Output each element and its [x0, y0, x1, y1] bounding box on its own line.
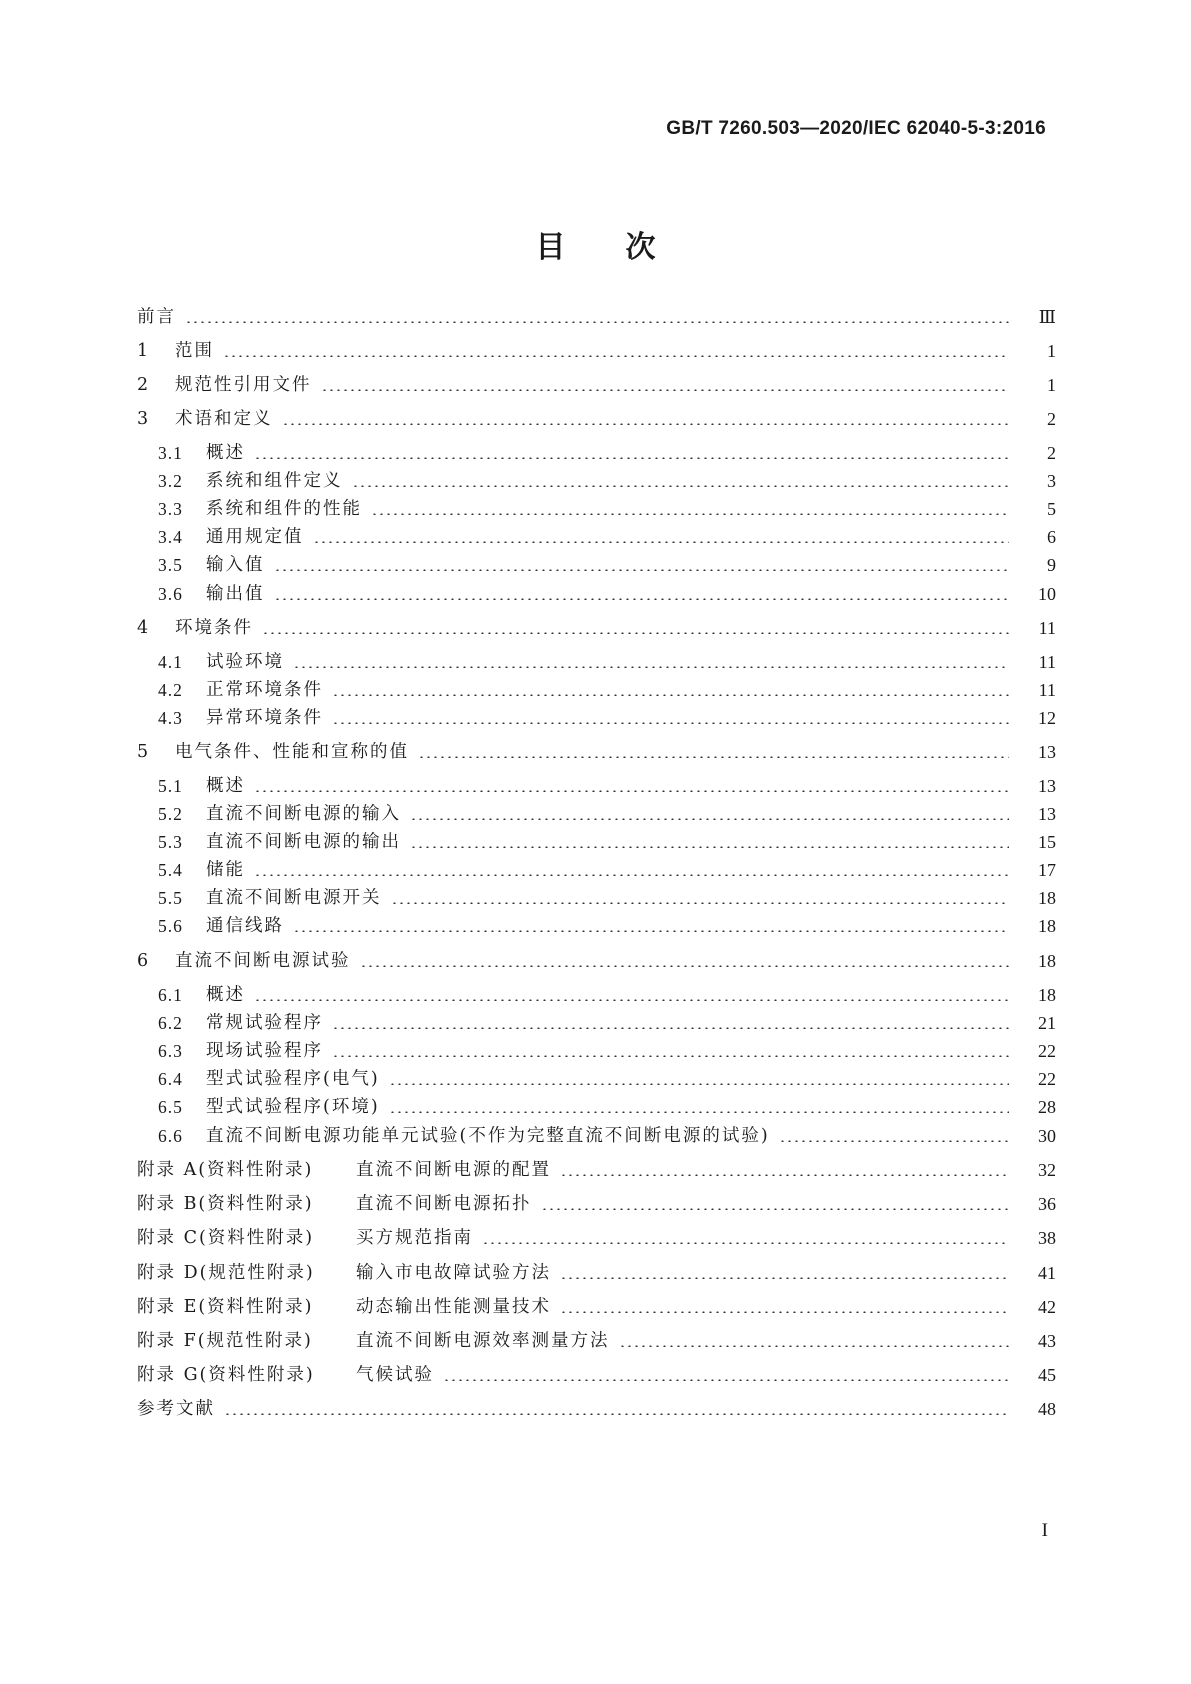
dot-leader — [293, 930, 1009, 932]
dot-leader — [560, 1277, 1009, 1279]
dot-leader — [262, 632, 1009, 634]
toc-entry[interactable] — [0, 856, 1191, 884]
toc-entry-page: 12 — [1038, 708, 1056, 728]
toc-entry-page: Ⅲ — [1038, 307, 1056, 327]
toc-entry[interactable] — [0, 1293, 1191, 1321]
toc-entry-number: 5.5 — [158, 888, 183, 908]
toc-entry-number: 6.6 — [158, 1126, 183, 1146]
toc-entry-number: 5.1 — [158, 776, 183, 796]
dot-leader — [223, 355, 1009, 357]
toc-entry-label: 异常环境条件 — [206, 708, 323, 728]
toc-entry-label: 储能 — [206, 860, 245, 880]
toc-entry-annex: 附录 G(资料性附录) — [137, 1365, 315, 1385]
toc-entry[interactable] — [0, 1361, 1191, 1389]
toc-entry[interactable] — [0, 1395, 1191, 1423]
toc-entry-label: 系统和组件的性能 — [206, 499, 362, 519]
toc-entry[interactable] — [0, 912, 1191, 940]
toc-entry-number: 6.4 — [158, 1069, 183, 1089]
toc-entry-label: 正常环境条件 — [206, 680, 323, 700]
toc-entry-page: 18 — [1038, 951, 1056, 971]
toc-entry-label: 买方规范指南 — [356, 1228, 473, 1248]
toc-entry-page: 18 — [1038, 888, 1056, 908]
dot-leader — [332, 1027, 1009, 1029]
toc-entry-number: 6 — [137, 951, 151, 971]
dot-leader — [443, 1379, 1009, 1381]
dot-leader — [619, 1345, 1010, 1347]
toc-entry[interactable] — [0, 947, 1191, 975]
toc-entry-page: 13 — [1038, 742, 1056, 762]
toc-entry[interactable] — [0, 1037, 1191, 1065]
toc-entry-label: 试验环境 — [206, 652, 284, 672]
toc-entry-page: 36 — [1038, 1194, 1056, 1214]
toc-entry[interactable] — [0, 1259, 1191, 1287]
toc-entry-annex: 附录 B(资料性附录) — [137, 1194, 314, 1214]
dot-leader — [254, 999, 1009, 1001]
dot-leader — [560, 1174, 1009, 1176]
toc-entry-label: 通信线路 — [206, 916, 284, 936]
toc-entry-page: 5 — [1047, 499, 1056, 519]
toc-entry-page: 21 — [1038, 1013, 1056, 1033]
toc-entry[interactable] — [0, 551, 1191, 579]
toc-entry[interactable] — [0, 405, 1191, 433]
toc-entry-annex: 附录 F(规范性附录) — [137, 1331, 313, 1351]
toc-entry-number: 6.1 — [158, 985, 183, 1005]
dot-leader — [185, 321, 1009, 323]
toc-entry-page: 11 — [1038, 652, 1056, 672]
toc-entry-label: 概述 — [206, 985, 245, 1005]
toc-entry-label: 常规试验程序 — [206, 1013, 323, 1033]
toc-entry-number: 6.3 — [158, 1041, 183, 1061]
toc-entry-number: 3.3 — [158, 499, 183, 519]
toc-entry[interactable] — [0, 1327, 1191, 1355]
toc-entry-number: 3.2 — [158, 471, 183, 491]
toc-entry-number: 6.5 — [158, 1097, 183, 1117]
toc-entry[interactable] — [0, 738, 1191, 766]
dot-leader — [410, 818, 1009, 820]
toc-entry-page: 9 — [1047, 555, 1056, 575]
toc-entry-page: 11 — [1038, 680, 1056, 700]
toc-entry-page: 18 — [1038, 985, 1056, 1005]
toc-entry-label: 规范性引用文件 — [175, 375, 312, 395]
toc-entry-label: 直流不间断电源开关 — [206, 888, 382, 908]
toc-entry-page: 1 — [1047, 341, 1056, 361]
dot-leader — [371, 513, 1009, 515]
toc-entry-annex: 附录 D(规范性附录) — [137, 1263, 315, 1283]
dot-leader — [389, 1083, 1009, 1085]
toc-entry-label: 直流不间断电源的配置 — [356, 1160, 551, 1180]
toc-entry-number: 1 — [137, 341, 151, 361]
dot-leader — [332, 694, 1009, 696]
toc-entry-label: 直流不间断电源的输入 — [206, 804, 401, 824]
toc-entry-number: 3.5 — [158, 555, 183, 575]
toc-entry[interactable] — [0, 1065, 1191, 1093]
toc-entry-page: 43 — [1038, 1331, 1056, 1351]
toc-entry-label: 气候试验 — [356, 1365, 434, 1385]
toc-entry[interactable] — [0, 580, 1191, 608]
toc-entry-label: 前言 — [137, 307, 176, 327]
toc-entry-page: 1 — [1047, 375, 1056, 395]
toc-entry-number: 3 — [137, 409, 151, 429]
toc-entry-number: 4.2 — [158, 680, 183, 700]
toc-entry-page: 2 — [1047, 443, 1056, 463]
toc-entry-label: 电气条件、性能和宣称的值 — [175, 742, 409, 762]
toc-entry-page: 15 — [1038, 832, 1056, 852]
dot-leader — [313, 541, 1010, 543]
toc-entry-page: 13 — [1038, 776, 1056, 796]
toc-entry[interactable] — [0, 648, 1191, 676]
toc-entry[interactable] — [0, 371, 1191, 399]
toc-entry-page: 30 — [1038, 1126, 1056, 1146]
toc-entry-number: 5.2 — [158, 804, 183, 824]
dot-leader — [274, 569, 1010, 571]
toc-entry-label: 范围 — [175, 341, 214, 361]
toc-entry-page: 38 — [1038, 1228, 1056, 1248]
toc-entry-page: 45 — [1038, 1365, 1056, 1385]
toc-entry[interactable] — [0, 800, 1191, 828]
dot-leader — [779, 1140, 1009, 1142]
toc-entry-page: 18 — [1038, 916, 1056, 936]
toc-entry-annex: 附录 E(资料性附录) — [137, 1297, 314, 1317]
toc-entry[interactable] — [0, 884, 1191, 912]
toc-entry-label: 直流不间断电源试验 — [175, 951, 351, 971]
toc-entry[interactable] — [0, 439, 1191, 467]
dot-leader — [482, 1242, 1009, 1244]
toc-entry-page: 10 — [1038, 584, 1056, 604]
dot-leader — [332, 722, 1009, 724]
toc-entry-number: 3.6 — [158, 584, 183, 604]
toc-entry-page: 28 — [1038, 1097, 1056, 1117]
toc-entry[interactable] — [0, 704, 1191, 732]
toc-entry-page: 22 — [1038, 1069, 1056, 1089]
toc-entry-number: 4.1 — [158, 652, 183, 672]
toc-entry[interactable] — [0, 523, 1191, 551]
dot-leader — [360, 965, 1010, 967]
toc-entry-page: 32 — [1038, 1160, 1056, 1180]
toc-entry-number: 5.3 — [158, 832, 183, 852]
toc-entry-page: 42 — [1038, 1297, 1056, 1317]
dot-leader — [254, 874, 1009, 876]
dot-leader — [254, 790, 1009, 792]
toc-entry-label: 型式试验程序(电气) — [206, 1069, 380, 1089]
toc-entry[interactable] — [0, 1190, 1191, 1218]
toc-entry-label: 输出值 — [206, 584, 265, 604]
toc-entry-label: 动态输出性能测量技术 — [356, 1297, 551, 1317]
toc-entry-label: 直流不间断电源效率测量方法 — [356, 1331, 610, 1351]
toc-entry[interactable] — [0, 1224, 1191, 1252]
dot-leader — [541, 1208, 1010, 1210]
toc-entry-number: 5.6 — [158, 916, 183, 936]
toc-entry-page: 41 — [1038, 1263, 1056, 1283]
dot-leader — [224, 1413, 1009, 1415]
toc-entry-label: 术语和定义 — [175, 409, 273, 429]
toc-entry-label: 系统和组件定义 — [206, 471, 343, 491]
toc-entry-label: 直流不间断电源的输出 — [206, 832, 401, 852]
toc-entry[interactable] — [0, 1009, 1191, 1037]
toc-entry-label: 通用规定值 — [206, 527, 304, 547]
toc-entry-number: 4 — [137, 618, 151, 638]
toc-entry-page: 22 — [1038, 1041, 1056, 1061]
dot-leader — [410, 846, 1009, 848]
toc-entry-label: 输入值 — [206, 555, 265, 575]
toc-entry-page: 6 — [1047, 527, 1056, 547]
toc-entry[interactable] — [0, 337, 1191, 365]
page-number: I — [1041, 1520, 1048, 1541]
dot-leader — [293, 666, 1009, 668]
toc-entry-page: 3 — [1047, 471, 1056, 491]
dot-leader — [389, 1111, 1009, 1113]
toc-entry-page: 17 — [1038, 860, 1056, 880]
page-title: 目次 — [535, 230, 716, 265]
toc-entry-annex: 附录 A(资料性附录) — [137, 1160, 314, 1180]
toc-entry-number: 5.4 — [158, 860, 183, 880]
toc-entry-page: 2 — [1047, 409, 1056, 429]
toc-entry-label: 输入市电故障试验方法 — [356, 1263, 551, 1283]
dot-leader — [254, 457, 1009, 459]
dot-leader — [560, 1311, 1009, 1313]
dot-leader — [391, 902, 1010, 904]
toc-entry[interactable] — [0, 467, 1191, 495]
toc-entry[interactable] — [0, 1093, 1191, 1121]
toc-entry-label: 概述 — [206, 776, 245, 796]
toc-entry-label: 直流不间断电源拓扑 — [356, 1194, 532, 1214]
dot-leader — [352, 485, 1010, 487]
toc-entry-label: 参考文献 — [137, 1399, 215, 1419]
dot-leader — [418, 756, 1009, 758]
toc-entry-number: 5 — [137, 742, 151, 762]
dot-leader — [282, 423, 1010, 425]
toc-entry-label: 概述 — [206, 443, 245, 463]
dot-leader — [274, 598, 1010, 600]
toc-entry-label: 现场试验程序 — [206, 1041, 323, 1061]
toc-entry-annex: 附录 C(资料性附录) — [137, 1228, 315, 1248]
toc-entry-number: 4.3 — [158, 708, 183, 728]
toc-entry[interactable] — [0, 1156, 1191, 1184]
toc-entry-label: 型式试验程序(环境) — [206, 1097, 380, 1117]
toc-entry-page: 13 — [1038, 804, 1056, 824]
toc-entry-page: 11 — [1038, 618, 1056, 638]
toc-entry[interactable] — [0, 676, 1191, 704]
toc-entry-label: 环境条件 — [175, 618, 253, 638]
dot-leader — [321, 389, 1010, 391]
toc-entry[interactable] — [0, 495, 1191, 523]
toc-entry[interactable] — [0, 828, 1191, 856]
dot-leader — [332, 1055, 1009, 1057]
toc-entry-page: 48 — [1038, 1399, 1056, 1419]
toc-entry-label: 直流不间断电源功能单元试验(不作为完整直流不间断电源的试验) — [206, 1126, 770, 1146]
toc-entry-number: 6.2 — [158, 1013, 183, 1033]
toc-entry-number: 3.4 — [158, 527, 183, 547]
toc-entry[interactable] — [0, 981, 1191, 1009]
toc-entry-number: 3.1 — [158, 443, 183, 463]
toc-entry[interactable] — [0, 1122, 1191, 1150]
toc-entry[interactable] — [0, 772, 1191, 800]
toc-entry[interactable] — [0, 303, 1191, 331]
toc-entry-number: 2 — [137, 375, 151, 395]
standard-code: GB/T 7260.503—2020/IEC 62040-5-3:2016 — [666, 118, 1046, 139]
toc-entry[interactable] — [0, 614, 1191, 642]
